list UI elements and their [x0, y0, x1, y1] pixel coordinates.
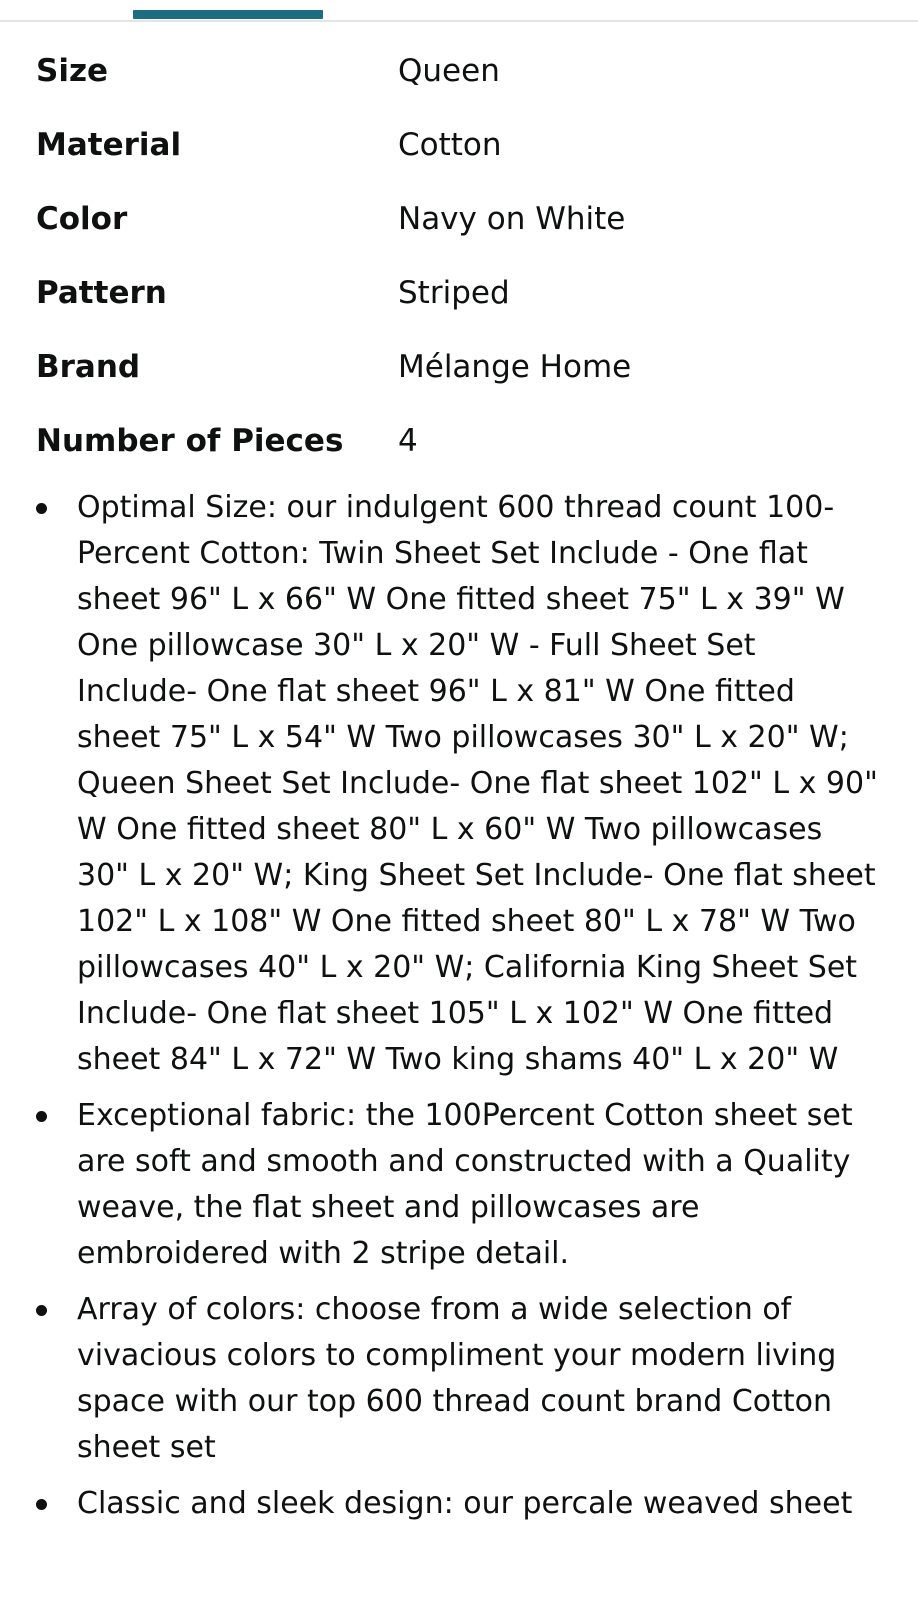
- spec-value: Queen: [398, 53, 500, 89]
- product-specs-table: [36, 34, 896, 478]
- spec-label: Size: [36, 53, 109, 89]
- spec-value: Mélange Home: [398, 349, 632, 385]
- spec-label: Color: [36, 201, 128, 237]
- bullet-dot-icon: [36, 503, 47, 514]
- bullet-dot-icon: [36, 1305, 47, 1316]
- feature-bullet: [0, 1481, 918, 1527]
- spec-row-color: [36, 182, 896, 256]
- active-tab-indicator: [133, 10, 323, 19]
- spec-label: Pattern: [36, 275, 167, 311]
- feature-text: Array of colors: choose from a wide selection of vivacious colors to compliment your modern living space with our top 600 thread count brand Cotton sheet set: [77, 1292, 837, 1465]
- spec-label: Number of Pieces: [36, 423, 344, 459]
- spec-label: Brand: [36, 349, 141, 385]
- spec-row-pattern: [36, 256, 896, 330]
- spec-value: Cotton: [398, 127, 502, 163]
- feature-bullet: [0, 485, 918, 1083]
- feature-text: Exceptional fabric: the 100Percent Cotton sheet set are soft and smooth and constructed with a Quality weave, the flat sheet and pillowcases are embroidered with 2 stripe detail.: [77, 1098, 853, 1271]
- feature-bullet: [0, 1287, 918, 1471]
- bullet-dot-icon: [36, 1111, 47, 1122]
- spec-value: Striped: [398, 275, 510, 311]
- spec-row-material: [36, 108, 896, 182]
- spec-value: Navy on White: [398, 201, 626, 237]
- spec-row-size: [36, 34, 896, 108]
- top-divider: [0, 20, 918, 22]
- bullet-dot-icon: [36, 1499, 47, 1510]
- spec-value: 4: [398, 423, 418, 459]
- spec-row-number-of-pieces: [36, 404, 896, 478]
- spec-label: Material: [36, 127, 182, 163]
- feature-text: Optimal Size: our indulgent 600 thread count 100-Percent Cotton: Twin Sheet Set Include - One flat sheet 96" L x 66" W One fitted sheet 75" L x 39" W One pillowcase 30" L x 20" W - Full Sheet Set Include- One flat sheet 96" L x 81" W One fitted sheet 75" L x 54" W Two pillowcases 30" L x 20" W; Queen Sheet Set Include- One flat sheet 102" L x 90" W One fitted sheet 80" L x 60" W Two pillowcases 30" L x 20" W; King Sheet Set Include- One flat sheet 102" L x 108" W One fitted sheet 80" L x 78" W Two pillowcases 40" L x 20" W; California King Sheet Set Include- One flat sheet 105" L x 102" W One fitted sheet 84" L x 72" W Two king shams 40" L x 20" W: [77, 490, 878, 1077]
- feature-text: Classic and sleek design: our percale weaved sheet: [77, 1486, 853, 1521]
- about-this-item-list: [0, 485, 918, 1537]
- spec-row-brand: [36, 330, 896, 404]
- feature-bullet: [0, 1093, 918, 1277]
